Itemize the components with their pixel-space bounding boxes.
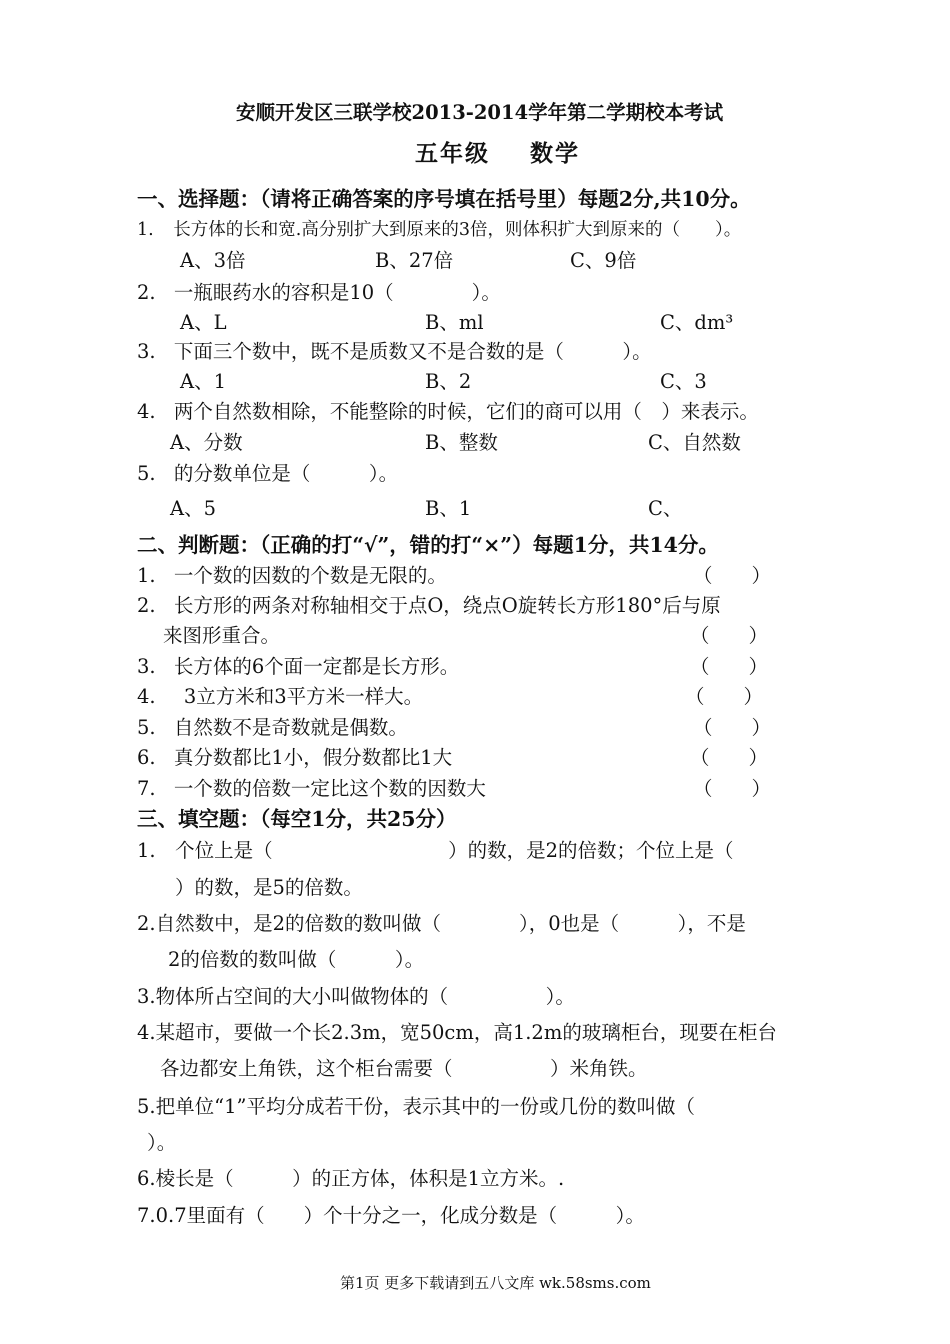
exam-title: 安顺开发区三联学校2013-2014学年第二学期校本考试 [236, 101, 724, 124]
option-b: B、1 [425, 497, 472, 520]
option-c: C、3 [660, 370, 707, 393]
section1-heading: 一、选择题：（请将正确答案的序号填在括号里）每题2分,共10分。 [137, 187, 751, 211]
option-c: C、dm³ [660, 311, 734, 334]
question-text: 两个自然数相除，不能整除的时候，它们的商可以用（ ）来表示。 [173, 400, 759, 423]
fill-question-5-line2: ）。 [147, 1131, 177, 1154]
judge-item-3 [137, 654, 459, 680]
option-a: A、5 [170, 497, 216, 520]
subject-label: 数学 [530, 140, 580, 167]
judge-item-7 [137, 776, 486, 802]
question-text: 长方体的长和宽.高分别扩大到原来的3倍，则体积扩大到原来的（ ）。 [173, 220, 742, 240]
fill-question-6: 6.棱长是（ ）的正方体，体积是1立方米。. [137, 1167, 565, 1190]
item-text: 自然数不是奇数就是偶数。 [173, 716, 408, 739]
item-number: 6. [137, 746, 156, 769]
answer-paren: （ ） [685, 685, 764, 708]
answer-paren: （ ） [690, 746, 769, 769]
item-number: 5. [137, 716, 156, 739]
option-a: A、3倍 [180, 249, 246, 272]
fill-question-7: 7.0.7里面有（ ）个十分之一，化成分数是（ ）。 [137, 1204, 645, 1227]
option-a: A、1 [180, 370, 226, 393]
answer-paren: （ ） [693, 777, 772, 800]
fill-question-1-line1: 1. 个位上是（ ）的数，是2的倍数；个位上是（ [137, 839, 734, 862]
fill-question-2-line1: 2.自然数中，是2的倍数的数叫做（ ），0也是（ ），不是 [137, 912, 746, 935]
fill-question-1-line2: ）的数，是5的倍数。 [175, 876, 363, 899]
option-a: A、分数 [170, 431, 243, 454]
item-number: 7. [137, 777, 156, 800]
judge-item-6 [137, 745, 452, 771]
answer-paren: （ ） [690, 655, 769, 678]
grade-label: 五年级 [415, 140, 490, 167]
item-number: 4. [137, 685, 156, 708]
choice-question-1 [137, 217, 741, 243]
item-text-continued: 来图形重合。 [163, 624, 281, 647]
choice-question-3 [137, 339, 652, 365]
choice-question-5 [137, 461, 398, 487]
judge-item-1 [137, 563, 447, 589]
choice-question-2 [137, 280, 501, 306]
option-b: B、2 [425, 370, 472, 393]
item-text: 一个数的倍数一定比这个数的因数大 [173, 777, 486, 800]
question-number: 1. [137, 220, 154, 240]
section2-heading: 二、判断题：（正确的打“√”，错的打“×”）每题1分，共14分。 [137, 533, 719, 557]
question-text: 的分数单位是（ ）。 [173, 462, 399, 485]
item-text: 长方体的6个面一定都是长方形。 [173, 655, 460, 678]
answer-paren: （ ） [693, 716, 772, 739]
option-b: B、整数 [425, 431, 498, 454]
question-number: 5. [137, 462, 156, 485]
question-number: 2. [137, 281, 156, 304]
option-b: B、27倍 [375, 249, 454, 272]
answer-paren: （ ） [693, 564, 772, 587]
option-c: C、9倍 [570, 249, 637, 272]
fill-question-4-line1: 4.某超市，要做一个长2.3m，宽50cm，高1.2m的玻璃柜台，现要在柜台 [137, 1021, 777, 1044]
option-c: C、 [648, 497, 683, 520]
fill-question-4-line2: 各边都安上角铁，这个柜台需要（ ）米角铁。 [160, 1057, 648, 1080]
question-text: 下面三个数中，既不是质数又不是合数的是（ ）。 [173, 340, 652, 363]
section3-heading: 三、填空题：（每空1分，共25分） [137, 807, 457, 831]
option-b: B、ml [425, 311, 484, 334]
option-c: C、自然数 [648, 431, 741, 454]
option-a: A、L [180, 311, 227, 334]
item-text: 长方形的两条对称轴相交于点O，绕点O旋转长方形180°后与原 [173, 594, 721, 617]
judge-item-2 [137, 593, 721, 619]
item-number: 1. [137, 564, 156, 587]
question-text: 一瓶眼药水的容积是10（ ）。 [173, 281, 501, 304]
question-number: 3. [137, 340, 156, 363]
judge-item-5 [137, 715, 408, 741]
item-text: 3立方米和3平方米一样大。 [183, 685, 424, 708]
item-number: 3. [137, 655, 156, 678]
answer-paren: （ ） [690, 624, 769, 647]
question-number: 4. [137, 400, 156, 423]
page-footer: 第1页 更多下载请到五八文库 wk.58sms.com [340, 1274, 651, 1292]
fill-question-3: 3.物体所占空间的大小叫做物体的（ ）。 [137, 985, 575, 1008]
judge-item-4 [137, 684, 423, 710]
fill-question-2-line2: 2的倍数的数叫做（ ）。 [168, 948, 425, 971]
item-text: 一个数的因数的个数是无限的。 [173, 564, 447, 587]
item-text: 真分数都比1小，假分数都比1大 [173, 746, 453, 769]
choice-question-4 [137, 399, 759, 425]
item-number: 2. [137, 594, 156, 617]
fill-question-5-line1: 5.把单位“1”平均分成若干份，表示其中的一份或几份的数叫做（ [137, 1095, 695, 1118]
